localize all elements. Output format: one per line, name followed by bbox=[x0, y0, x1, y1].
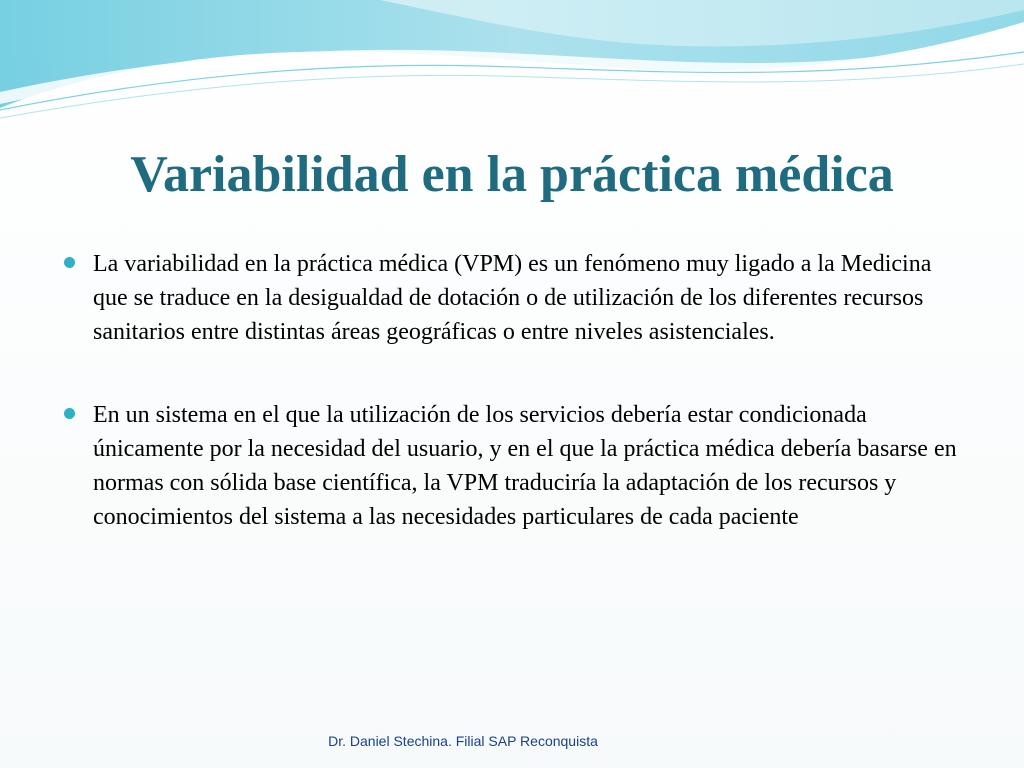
bullet-item bbox=[60, 398, 970, 534]
decorative-wave-header bbox=[0, 0, 1024, 130]
slide-title: Variabilidad en la práctica médica bbox=[130, 146, 894, 203]
bullet-dot-icon bbox=[64, 408, 75, 419]
bullet-text: En un sistema en el que la utilización de los servicios debería estar condicionada únicamente por la necesidad del usuario, y en el que la práctica médica debería basarse en normas con sólida base científica, la VPM traduciría la adaptación de los recursos y conocimientos del sistema a las necesidades particulares de cada paciente bbox=[93, 402, 957, 530]
footer-text: Dr. Daniel Stechina. Filial SAP Reconquista bbox=[328, 733, 598, 749]
slide-footer bbox=[0, 733, 1024, 749]
bullet-list bbox=[60, 247, 970, 534]
bullet-dot-icon bbox=[64, 257, 75, 268]
bullet-item bbox=[60, 247, 970, 349]
bullet-text: La variabilidad en la práctica médica (VPM) es un fenómeno muy ligado a la Medicina que se traduce en la desigualdad de dotación o de utilización de los diferentes recursos sanitarios entre distintas áreas geográficas o entre niveles asistenciales. bbox=[93, 251, 932, 345]
